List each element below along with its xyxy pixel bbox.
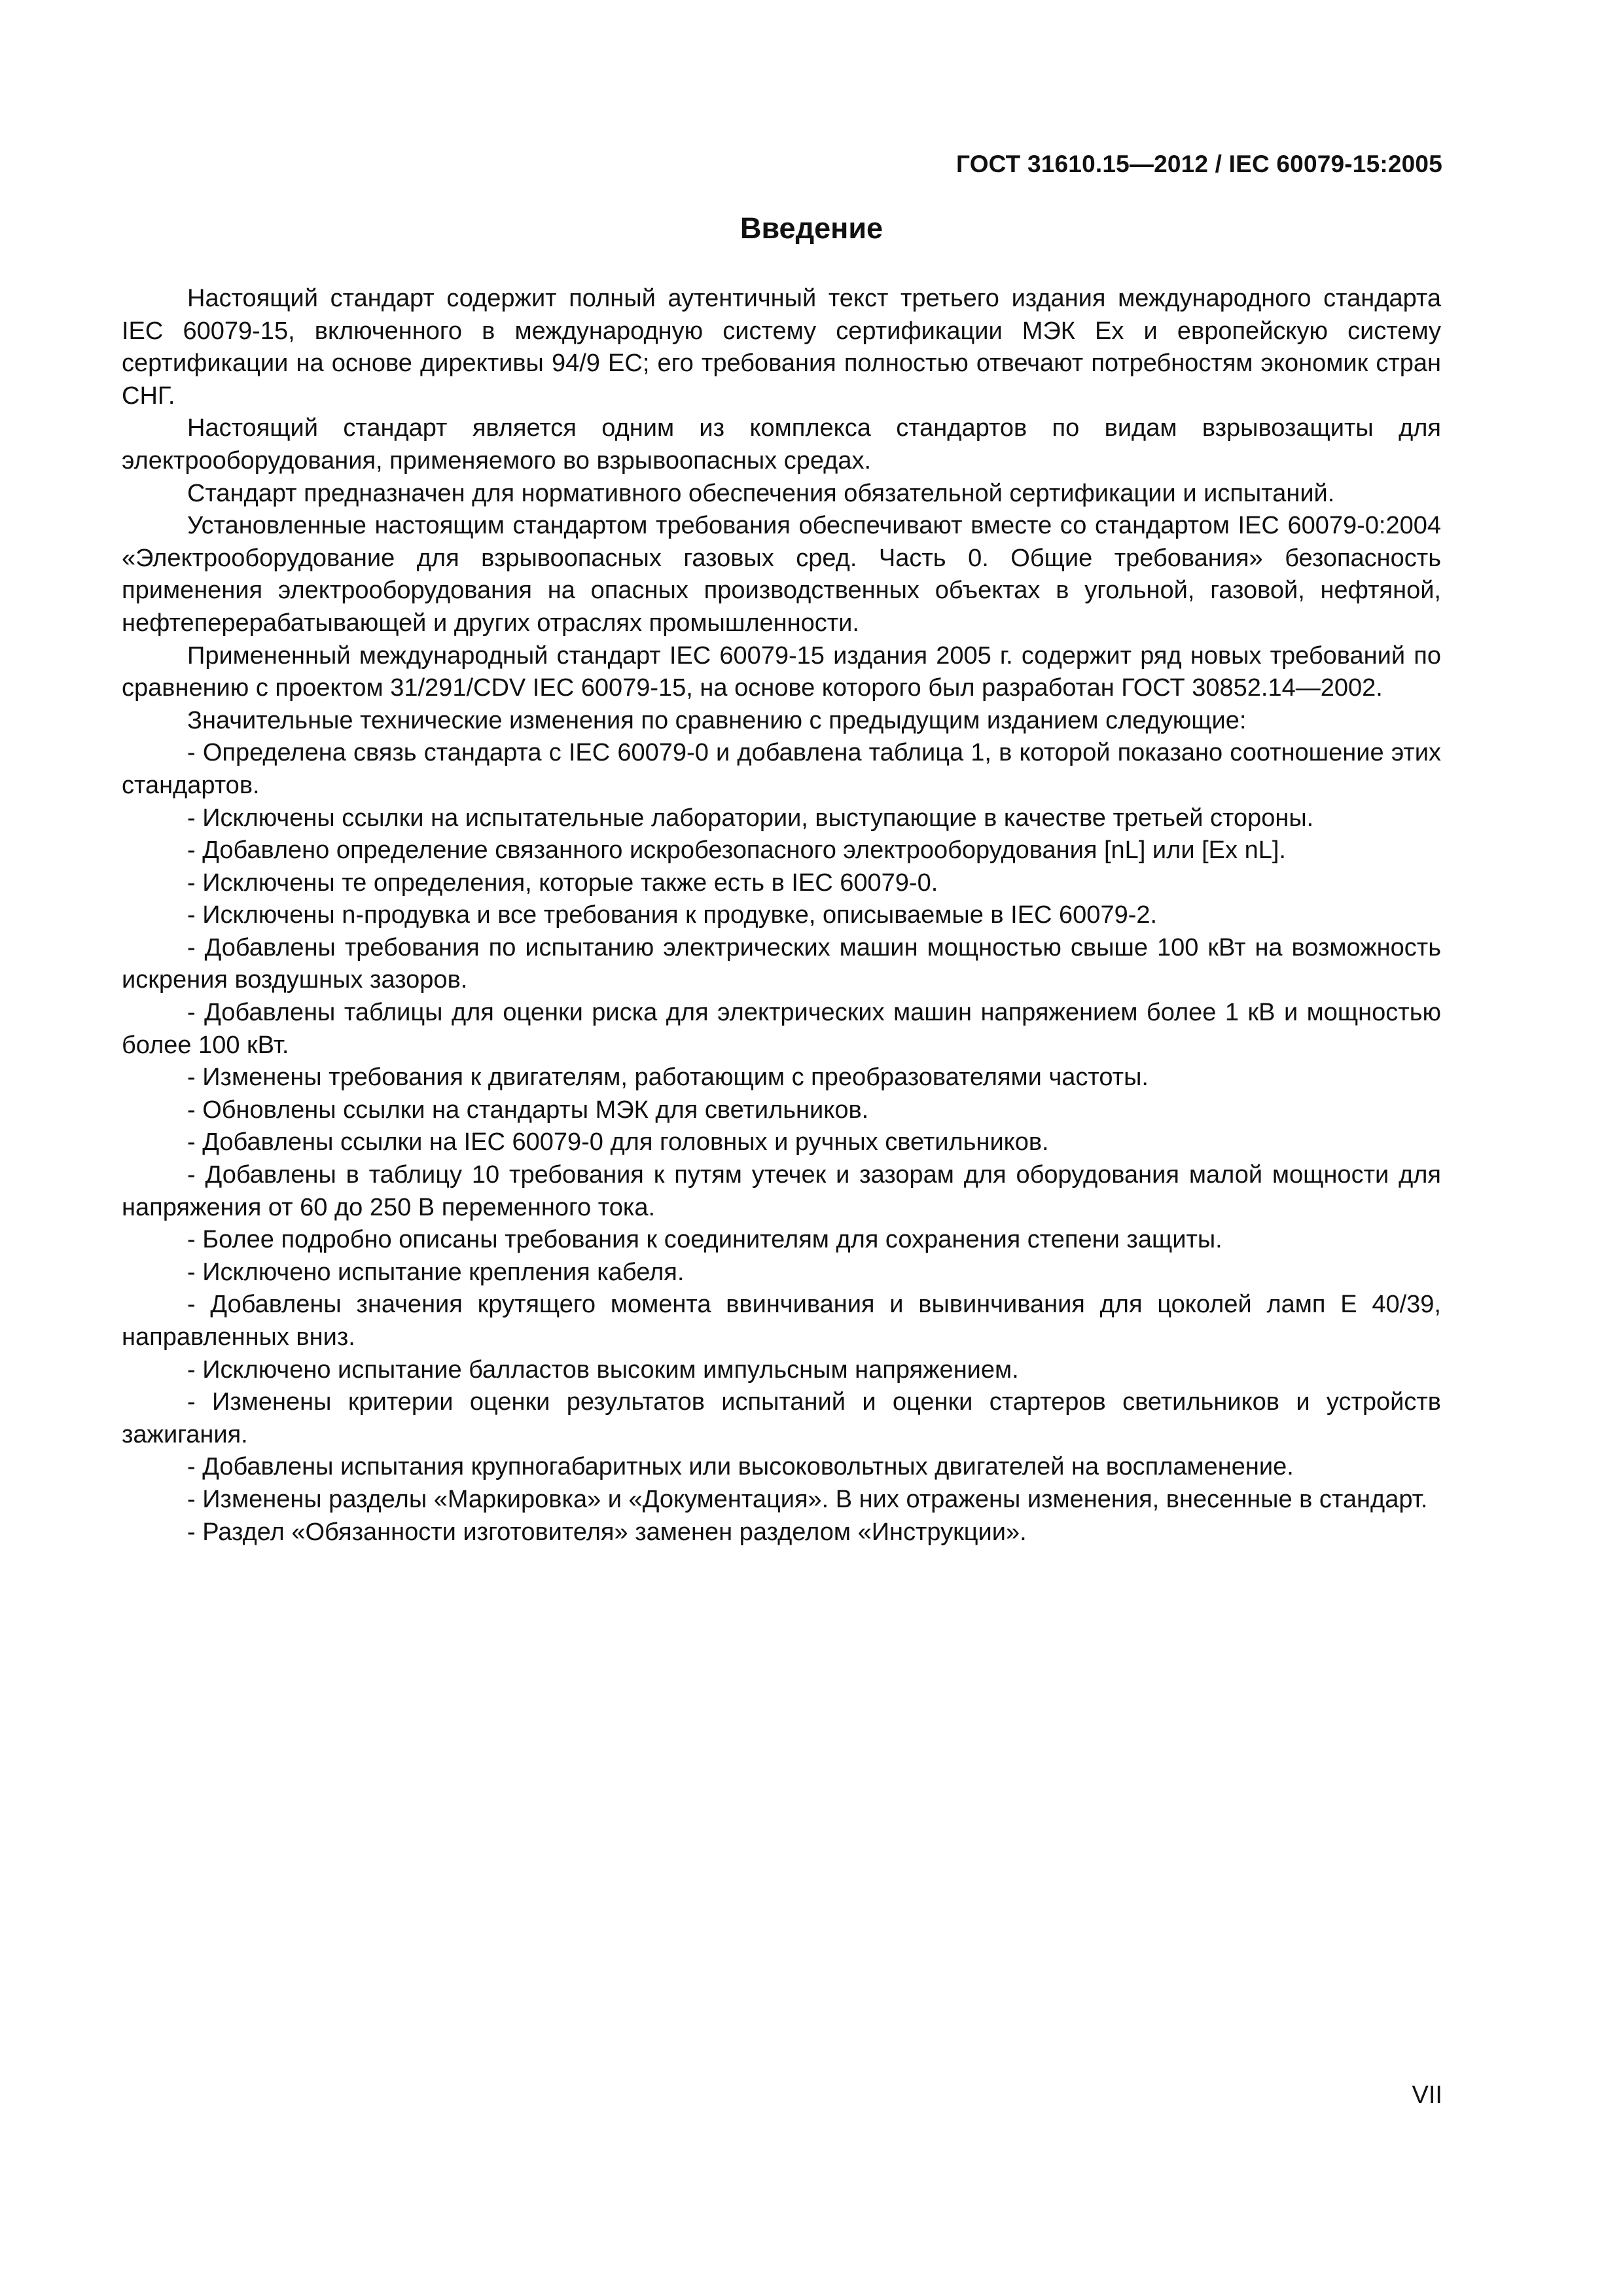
paragraph: Примененный международный стандарт IEC 60079-15 издания 2005 г. содержит ряд новых требований по сравнению с проектом 31/291/CDV IEC 60079-15, на основе которого был разработан ГОСТ 30852.14—2002. [122, 641, 1441, 702]
change-list-item: - Изменены разделы «Маркировка» и «Документация». В них отражены изменения, внесенные в стандарт. [187, 1485, 1428, 1513]
paragraph: Настоящий стандарт является одним из комплекса стандартов по видам взрывозащиты для электрооборудования, применяемого во взрывоопасных средах. [122, 414, 1441, 475]
change-list-item: - Добавлены таблицы для оценки риска для электрических машин напряжением более 1 кВ и мощностью более 100 кВт. [122, 999, 1441, 1059]
change-list-item: - Исключены n-продувка и все требования к продувке, описываемые в IEC 60079-2. [187, 901, 1158, 929]
change-list-item: - Обновлены ссылки на стандарты МЭК для светильников. [187, 1096, 869, 1124]
change-list-item: - Раздел «Обязанности изготовителя» заменен разделом «Инструкции». [187, 1518, 1027, 1546]
change-list-item: - Исключены ссылки на испытательные лаборатории, выступающие в качестве третьей стороны. [187, 804, 1314, 832]
change-list-item: - Изменены требования к двигателям, работающим с преобразователями частоты. [187, 1064, 1149, 1092]
paragraph: Стандарт предназначен для нормативного обеспечения обязательной сертификации и испытаний. [187, 479, 1335, 507]
change-list-item: - Исключено испытание крепления кабеля. [187, 1258, 685, 1286]
body-text [122, 283, 1441, 1549]
paragraph: Значительные технические изменения по сравнению с предыдущим изданием следующие: [187, 706, 1247, 734]
change-list-item: - Более подробно описаны требования к соединителям для сохранения степени защиты. [187, 1226, 1222, 1254]
paragraph: Настоящий стандарт содержит полный аутентичный текст третьего издания международного стандарта IEC 60079-15, включенного в международную систему сертификации МЭК Ex и европейскую систему сертификации на основе директивы 94/9 EC; его требования полностью отвечают потребностям экономик стран СНГ. [122, 285, 1441, 410]
change-list-item: - Добавлены в таблицу 10 требования к путям утечек и зазорам для оборудования малой мощности для напряжения от 60 до 250 В переменного тока. [122, 1161, 1441, 1221]
section-title: Введение [740, 211, 883, 245]
change-list-item: - Исключены те определения, которые также есть в IEC 60079-0. [187, 869, 938, 897]
change-list-item: - Добавлены испытания крупногабаритных или высоковольтных двигателей на воспламенение. [187, 1453, 1294, 1481]
change-list-item: - Добавлено определение связанного искробезопасного электрооборудования [nL] или [Ex nL]. [187, 836, 1286, 865]
change-list-item: - Исключено испытание балластов высоким импульсным напряжением. [187, 1355, 1019, 1384]
page-number: VII [1412, 2081, 1442, 2109]
paragraph: Установленные настоящим стандартом требования обеспечивают вместе со стандартом IEC 60079-0:2004 «Электрооборудование для взрывоопасных газовых сред. Часть 0. Общие требования» безопасность применения электрооборудования на опасных производственных объектах в угольной, газовой, нефтяной, нефтеперерабатывающей и других отраслях промышленности. [122, 512, 1441, 637]
change-list-item: - Изменены критерии оценки результатов испытаний и оценки стартеров светильников и устройств зажигания. [122, 1388, 1441, 1448]
change-list-item: - Добавлены требования по испытанию электрических машин мощностью свыше 100 кВт на возможность искрения воздушных зазоров. [122, 933, 1441, 994]
change-list-item: - Добавлены значения крутящего момента ввинчивания и вывинчивания для цоколей ламп E 40/39, направленных вниз. [122, 1291, 1441, 1351]
change-list-item: - Добавлены ссылки на IEC 60079-0 для головных и ручных светильников. [187, 1128, 1049, 1157]
document-id-header: ГОСТ 31610.15—2012 / IEC 60079-15:2005 [956, 151, 1442, 177]
change-list-item: - Определена связь стандарта с IEC 60079-0 и добавлена таблица 1, в которой показано соотношение этих стандартов. [122, 739, 1441, 799]
